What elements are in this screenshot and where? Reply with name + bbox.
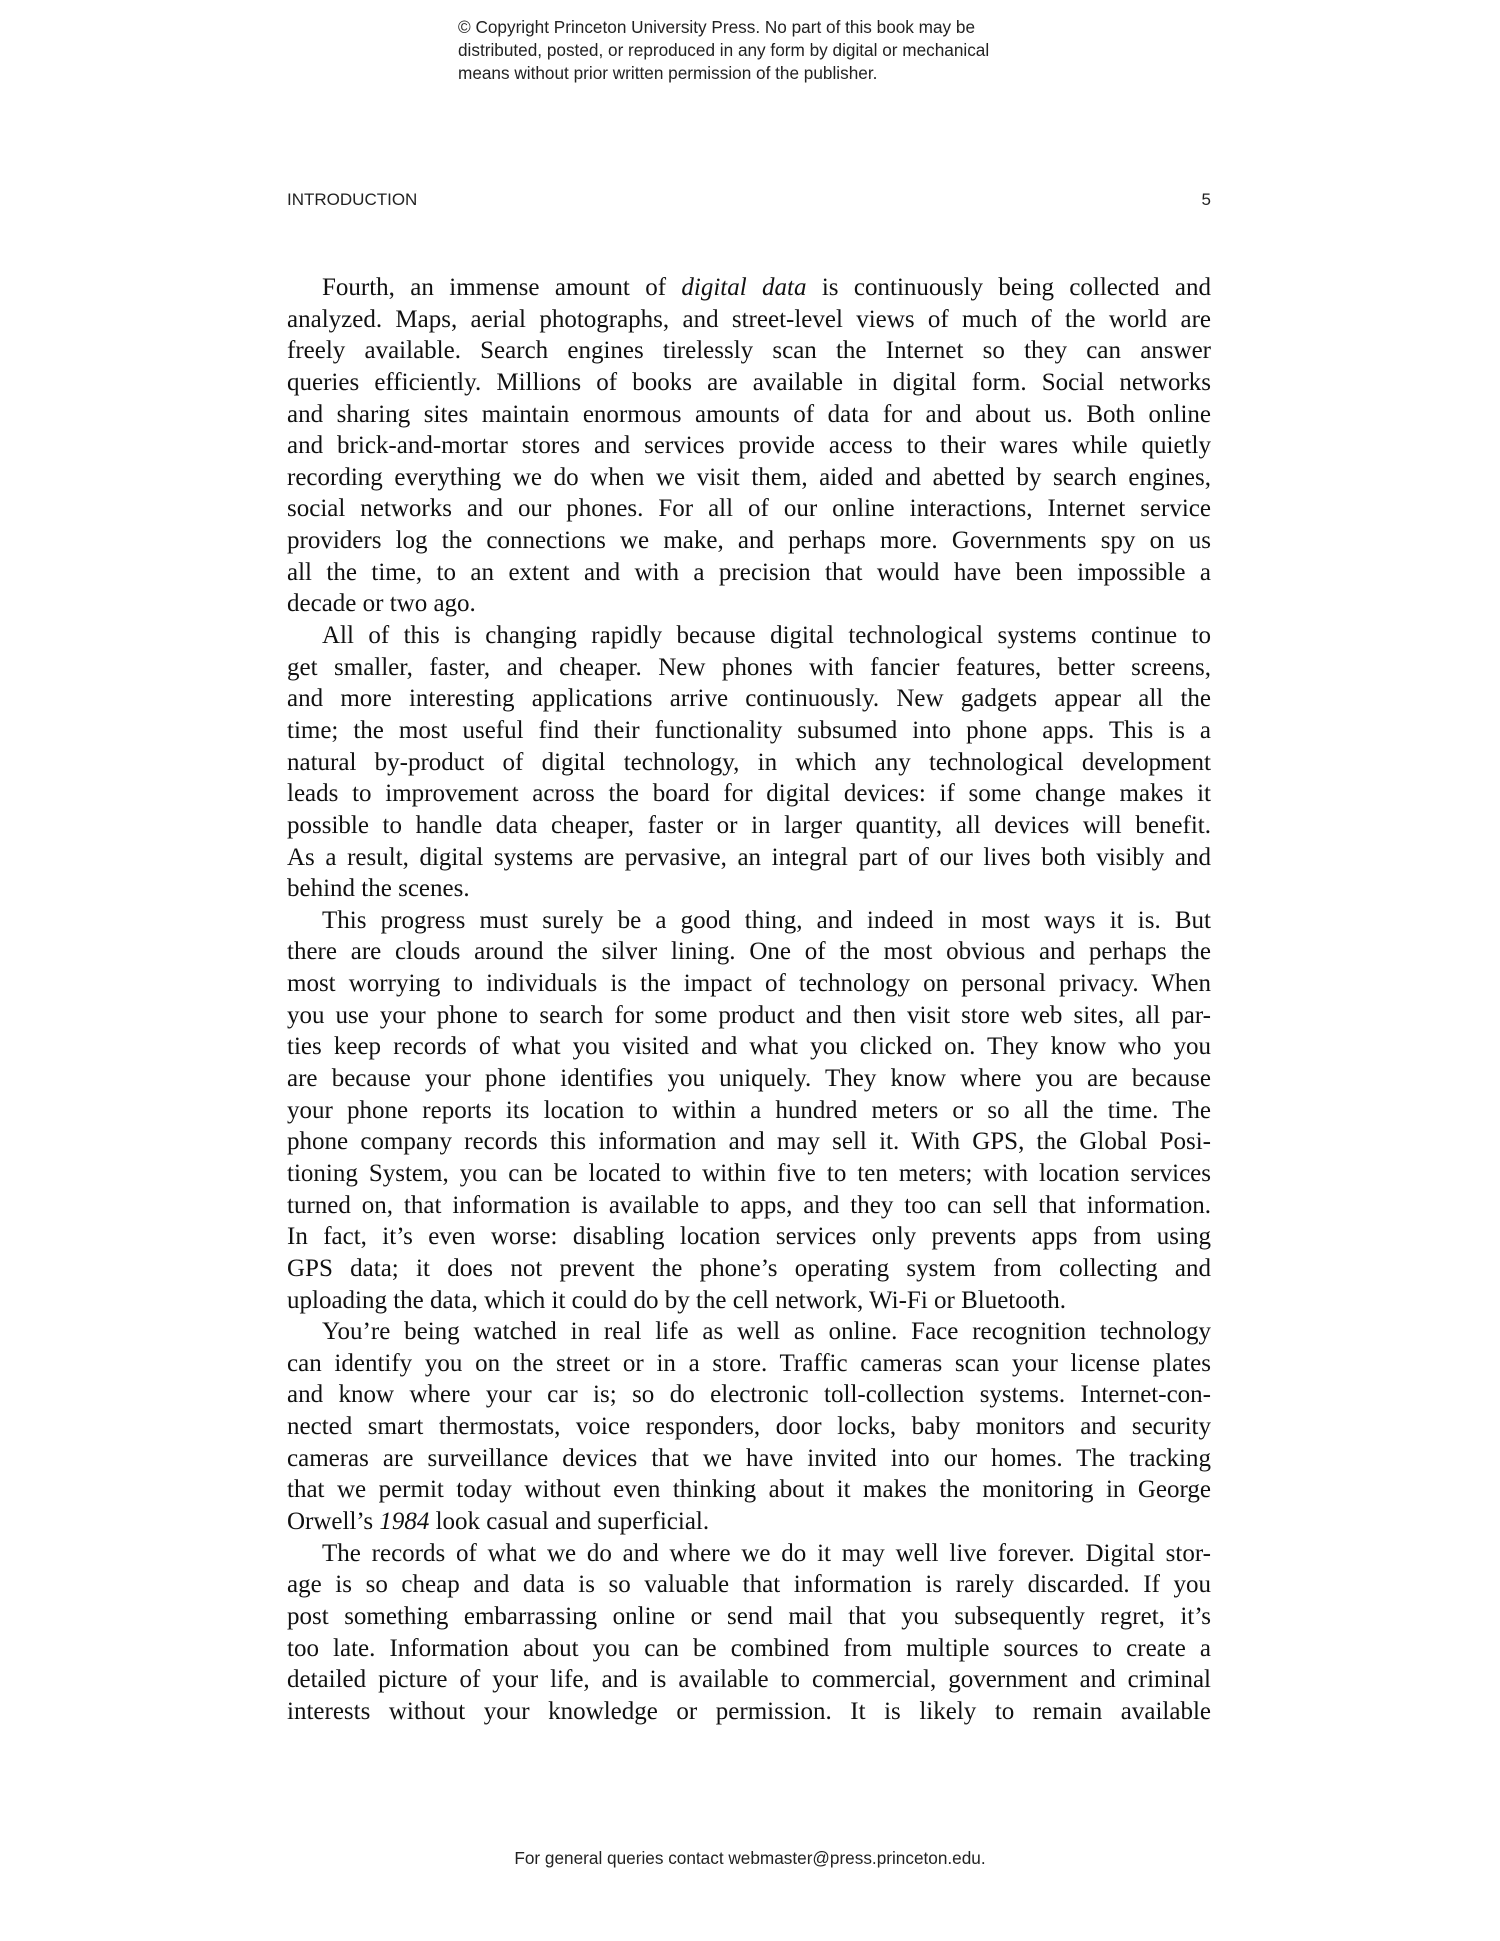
text-span: analyzed. Maps, aerial photographs, and street-level views of much of the world are bbox=[287, 305, 1211, 333]
text-span: All of this is changing rapidly because digital technological systems continue to bbox=[322, 622, 1211, 650]
text-span: too late. Information about you can be combined from multiple sources to create a bbox=[287, 1634, 1211, 1662]
text-line bbox=[287, 304, 1211, 336]
text-span: and know where your car is; so do electronic toll-collection systems. Internet-con- bbox=[287, 1381, 1211, 1409]
paragraph bbox=[287, 272, 1211, 620]
text-span: you use your phone to search for some product and then visit store web sites, all par- bbox=[287, 1001, 1211, 1029]
text-span: leads to improvement across the board for digital devices: if some change makes it bbox=[287, 780, 1211, 808]
text-line bbox=[287, 399, 1211, 431]
text-line bbox=[287, 1379, 1211, 1411]
text-span: possible to handle data cheaper, faster or in larger quantity, all devices will benefit. bbox=[287, 811, 1211, 839]
text-line bbox=[287, 367, 1211, 399]
text-span: that we permit today without even thinking about it makes the monitoring in George bbox=[287, 1476, 1211, 1504]
text-line bbox=[287, 1348, 1211, 1380]
text-line bbox=[287, 905, 1211, 937]
text-span: can identify you on the street or in a store. Traffic cameras scan your license plates bbox=[287, 1349, 1211, 1377]
text-span: decade or two ago. bbox=[287, 590, 476, 618]
text-span: most worrying to individuals is the impact of technology on personal privacy. When bbox=[287, 970, 1211, 998]
emphasis: digital data bbox=[681, 274, 807, 301]
text-line bbox=[287, 1000, 1211, 1032]
copyright-line: distributed, posted, or reproduced in any form by digital or mechanical bbox=[458, 40, 990, 60]
text-span: This progress must surely be a good thing, and indeed in most ways it is. But bbox=[322, 906, 1211, 934]
text-span: behind the scenes. bbox=[287, 875, 470, 903]
text-line bbox=[287, 1601, 1211, 1633]
text-line bbox=[287, 1126, 1211, 1158]
text-line bbox=[287, 715, 1211, 747]
text-span: interests without your knowledge or permission. It is likely to remain available bbox=[287, 1697, 1211, 1725]
running-head bbox=[287, 190, 1211, 210]
text-line bbox=[287, 1696, 1211, 1728]
text-line bbox=[287, 1285, 1211, 1317]
copyright-notice bbox=[458, 16, 1098, 85]
text-span: and brick-and-mortar stores and services provide access to their wares while quietly bbox=[287, 432, 1211, 460]
text-span: there are clouds around the silver lining. One of the most obvious and perhaps the bbox=[287, 938, 1211, 966]
text-span: and sharing sites maintain enormous amounts of data for and about us. Both online bbox=[287, 400, 1211, 428]
text-span: The records of what we do and where we do it may well live forever. Digital stor- bbox=[322, 1539, 1211, 1567]
text-span: all the time, to an extent and with a precision that would have been impossible a bbox=[287, 558, 1211, 586]
body-text bbox=[287, 272, 1211, 1727]
text-span: ties keep records of what you visited and what you clicked on. They know who you bbox=[287, 1033, 1211, 1061]
text-line bbox=[287, 430, 1211, 462]
text-span: providers log the connections we make, and perhaps more. Governments spy on us bbox=[287, 527, 1211, 555]
text-line bbox=[287, 842, 1211, 874]
text-line bbox=[287, 1190, 1211, 1222]
text-span: are because your phone identifies you uniquely. They know where you are because bbox=[287, 1065, 1211, 1093]
text-line bbox=[287, 1443, 1211, 1475]
text-line bbox=[287, 873, 1211, 905]
text-line bbox=[287, 1411, 1211, 1443]
text-span: post something embarrassing online or send mail that you subsequently regret, it’s bbox=[287, 1602, 1211, 1630]
paragraph bbox=[287, 905, 1211, 1316]
text-line bbox=[287, 778, 1211, 810]
paragraph bbox=[287, 620, 1211, 905]
text-span: time; the most useful find their functionality subsumed into phone apps. This is a bbox=[287, 716, 1211, 744]
text-line bbox=[287, 747, 1211, 779]
text-span: cameras are surveillance devices that we have invited into our homes. The tracking bbox=[287, 1444, 1211, 1472]
text-line bbox=[287, 588, 1211, 620]
text-line bbox=[287, 1538, 1211, 1570]
text-line bbox=[287, 652, 1211, 684]
text-span: You’re being watched in real life as well as online. Face recognition technology bbox=[322, 1318, 1211, 1346]
copyright-line: means without prior written permission of the publisher. bbox=[458, 63, 878, 83]
text-line bbox=[287, 1095, 1211, 1127]
text-line bbox=[287, 1063, 1211, 1095]
text-span: detailed picture of your life, and is available to commercial, government and criminal bbox=[287, 1666, 1211, 1694]
text-span: look casual and superficial. bbox=[429, 1507, 710, 1535]
text-line bbox=[287, 493, 1211, 525]
text-span: social networks and our phones. For all of our online interactions, Internet service bbox=[287, 495, 1211, 523]
text-span: Orwell’s bbox=[287, 1507, 380, 1535]
text-span: queries efficiently. Millions of books are available in digital form. Social networks bbox=[287, 368, 1211, 396]
paragraph bbox=[287, 1316, 1211, 1537]
text-line bbox=[287, 557, 1211, 589]
text-line bbox=[287, 1633, 1211, 1665]
page-number: 5 bbox=[1201, 190, 1211, 209]
text-line bbox=[287, 1253, 1211, 1285]
text-line bbox=[287, 1664, 1211, 1696]
text-line bbox=[287, 1569, 1211, 1601]
text-span: and more interesting applications arrive continuously. New gadgets appear all the bbox=[287, 685, 1211, 713]
text-line bbox=[287, 810, 1211, 842]
text-line bbox=[287, 683, 1211, 715]
text-span: As a result, digital systems are pervasive, an integral part of our lives both visibly and bbox=[287, 843, 1211, 871]
text-span: uploading the data, which it could do by the cell network, Wi-Fi or Bluetooth. bbox=[287, 1286, 1066, 1314]
section-title: INTRODUCTION bbox=[287, 190, 418, 209]
text-span: natural by-product of digital technology, in which any technological development bbox=[287, 748, 1211, 776]
text-line bbox=[287, 620, 1211, 652]
text-span: your phone reports its location to within a hundred meters or so all the time. The bbox=[287, 1096, 1211, 1124]
text-line bbox=[287, 1506, 1211, 1538]
text-line bbox=[287, 1474, 1211, 1506]
text-span: Fourth, an immense amount of bbox=[322, 274, 682, 301]
text-line bbox=[287, 335, 1211, 367]
text-line bbox=[287, 968, 1211, 1000]
text-span: get smaller, faster, and cheaper. New phones with fancier features, better screens, bbox=[287, 653, 1211, 681]
text-line bbox=[287, 1316, 1211, 1348]
text-line bbox=[287, 1158, 1211, 1190]
text-span: GPS data; it does not prevent the phone’s operating system from collecting and bbox=[287, 1254, 1211, 1282]
text-line bbox=[287, 1031, 1211, 1063]
text-span: phone company records this information and may sell it. With GPS, the Global Posi- bbox=[287, 1128, 1211, 1156]
copyright-line: © Copyright Princeton University Press. No part of this book may be bbox=[458, 17, 976, 37]
footer-contact: For general queries contact webmaster@press.princeton.edu. bbox=[514, 1848, 986, 1868]
text-span: tioning System, you can be located to within five to ten meters; with location services bbox=[287, 1159, 1211, 1187]
text-line bbox=[287, 1221, 1211, 1253]
text-span: recording everything we do when we visit them, aided and abetted by search engines, bbox=[287, 463, 1211, 491]
text-span: turned on, that information is available to apps, and they too can sell that information. bbox=[287, 1191, 1211, 1219]
text-span: age is so cheap and data is so valuable that information is rarely discarded. If you bbox=[287, 1571, 1211, 1599]
emphasis: 1984 bbox=[379, 1507, 430, 1535]
text-span: In fact, it’s even worse: disabling location services only prevents apps from using bbox=[287, 1223, 1211, 1251]
text-line bbox=[287, 462, 1211, 494]
text-span: is continuously being collected and bbox=[806, 274, 1212, 301]
text-span: nected smart thermostats, voice responders, door locks, baby monitors and security bbox=[287, 1413, 1211, 1441]
text-line bbox=[287, 525, 1211, 557]
text-span: freely available. Search engines tirelessly scan the Internet so they can answer bbox=[287, 337, 1211, 365]
text-line bbox=[287, 272, 1211, 304]
text-line bbox=[287, 936, 1211, 968]
paragraph bbox=[287, 1538, 1211, 1728]
